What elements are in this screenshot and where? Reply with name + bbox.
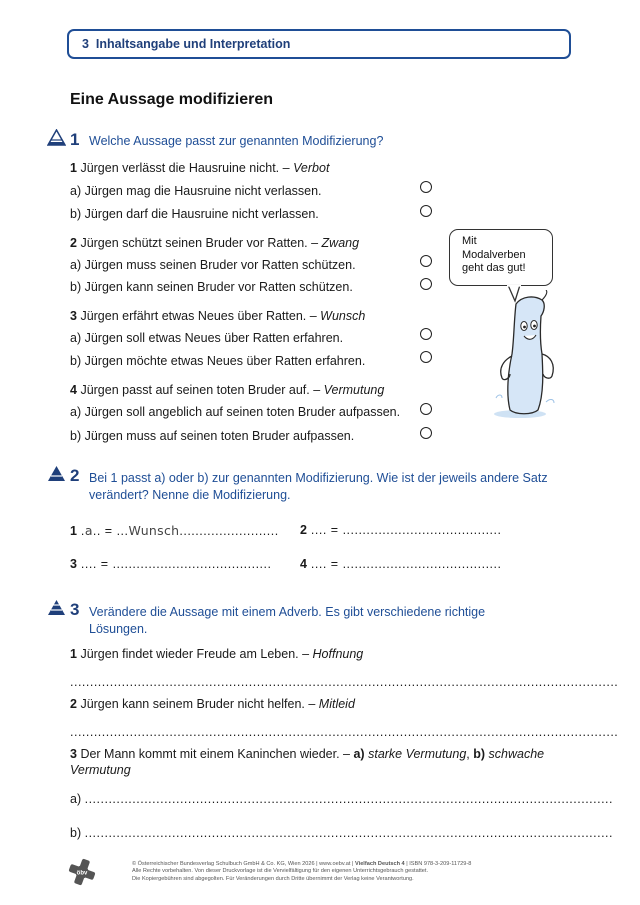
task1-item1-option-b: b) Jürgen darf die Hausruine nicht verlassen.	[70, 207, 319, 221]
task1-item2-option-a: a) Jürgen muss seinen Bruder vor Ratten schützen.	[70, 258, 356, 272]
oebv-logo-text: öbv	[76, 870, 88, 877]
task1-item2-statement: 2 Jürgen schützt seinen Bruder vor Ratten. – Zwang	[70, 236, 360, 250]
option-checkbox[interactable]	[420, 351, 432, 363]
task3-item1-answer-line[interactable]: ..........................................................................................................................................	[70, 675, 619, 689]
task2-answer-3[interactable]: 3 .... = ........................................	[70, 557, 272, 571]
page-title: Eine Aussage modifizieren	[70, 91, 274, 108]
option-checkbox[interactable]	[420, 205, 432, 217]
task1-item1-statement: 1 Jürgen verlässt die Hausruine nicht. – Verbot	[70, 161, 330, 175]
task1-prompt: Welche Aussage passt zur genannten Modifizierung?	[89, 134, 384, 148]
task2-answer-2[interactable]: 2 .... = ........................................	[300, 523, 502, 537]
option-checkbox[interactable]	[420, 328, 432, 340]
task2-answer-1[interactable]: 1 .a.. = ...Wunsch.........................	[70, 523, 279, 538]
task3-item1-statement: 1 Jürgen findet wieder Freude am Leben. – Hoffnung	[70, 647, 364, 661]
task2-answer-4[interactable]: 4 .... = ........................................	[300, 557, 502, 571]
level-triangle-icon	[47, 129, 66, 146]
option-checkbox[interactable]	[420, 403, 432, 415]
task3-item3-answer-b[interactable]: b) .....................................................................................................................................	[70, 826, 614, 840]
oebv-logo-icon	[68, 858, 96, 886]
option-checkbox[interactable]	[420, 255, 432, 267]
task1-item3-option-b: b) Jürgen möchte etwas Neues über Ratten erfahren.	[70, 354, 366, 368]
task1-item1-option-a: a) Jürgen mag die Hausruine nicht verlassen.	[70, 184, 322, 198]
task1-number: 1	[70, 130, 80, 149]
level-triangle-icon	[47, 465, 66, 482]
task1-item3-statement: 3 Jürgen erfährt etwas Neues über Ratten. – Wunsch	[70, 309, 366, 323]
task1-item4-statement: 4 Jürgen passt auf seinen toten Bruder auf. – Vermutung	[70, 383, 385, 397]
task3-number: 3	[70, 600, 80, 619]
task1-item2-option-b: b) Jürgen kann seinen Bruder vor Ratten schützen.	[70, 280, 353, 294]
task2-prompt-line2: verändert? Nenne die Modifizierung.	[89, 488, 291, 502]
task3-item2-statement: 2 Jürgen kann seinem Bruder nicht helfen. – Mitleid	[70, 697, 355, 711]
task1-item3-option-a: a) Jürgen soll etwas Neues über Ratten erfahren.	[70, 331, 344, 345]
chapter-header	[67, 29, 571, 59]
option-checkbox[interactable]	[420, 278, 432, 290]
chapter-number: 3	[82, 37, 89, 51]
mascot-figure-icon	[486, 290, 571, 420]
task2-number: 2	[70, 466, 80, 485]
task3-item3-statement-cont: Vermutung	[70, 763, 131, 777]
option-checkbox[interactable]	[420, 181, 432, 193]
task3-prompt-line1: Verändere die Aussage mit einem Adverb. Es gibt verschiedene richtige	[89, 605, 486, 619]
task3-prompt-line2: Lösungen.	[89, 622, 148, 636]
speech-bubble: Mit Modalverben geht das gut!	[449, 229, 553, 286]
task1-item4-option-a: a) Jürgen soll angeblich auf seinen toten Bruder aufpassen.	[70, 405, 401, 419]
task3-item3-answer-a[interactable]: a) .....................................................................................................................................	[70, 792, 614, 806]
task2-prompt-line1: Bei 1 passt a) oder b) zur genannten Modifizierung. Wie ist der jeweils andere Satz	[89, 471, 548, 485]
task3-item3-statement: 3 Der Mann kommt mit einem Kaninchen wieder. – a) starke Vermutung, b) schwache	[70, 747, 545, 761]
task3-item2-answer-line[interactable]: ..........................................................................................................................................	[70, 725, 619, 739]
footer-copyright: © Österreichischer Bundesverlag Schulbuch GmbH & Co. KG, Wien 2026 | www.oebv.at | Vielfach Deutsch 4 | ISBN 978-3-209-11729-8 Alle Rechte vorbehalten. Von dieser Druckvorlage ist die Vervielfältigung für den eigenen Unterrichtsgebrauch gestattet. Die Kopiergebühren sind abgegolten. Für Veränderungen durch Dritte übernimmt der Verlag keine Verantwortung.	[132, 861, 472, 882]
chapter-title: Inhaltsangabe und Interpretation	[95, 37, 291, 51]
task1-item4-option-b: b) Jürgen muss auf seinen toten Bruder aufpassen.	[70, 429, 355, 443]
option-checkbox[interactable]	[420, 427, 432, 439]
level-triangle-icon	[47, 599, 66, 616]
